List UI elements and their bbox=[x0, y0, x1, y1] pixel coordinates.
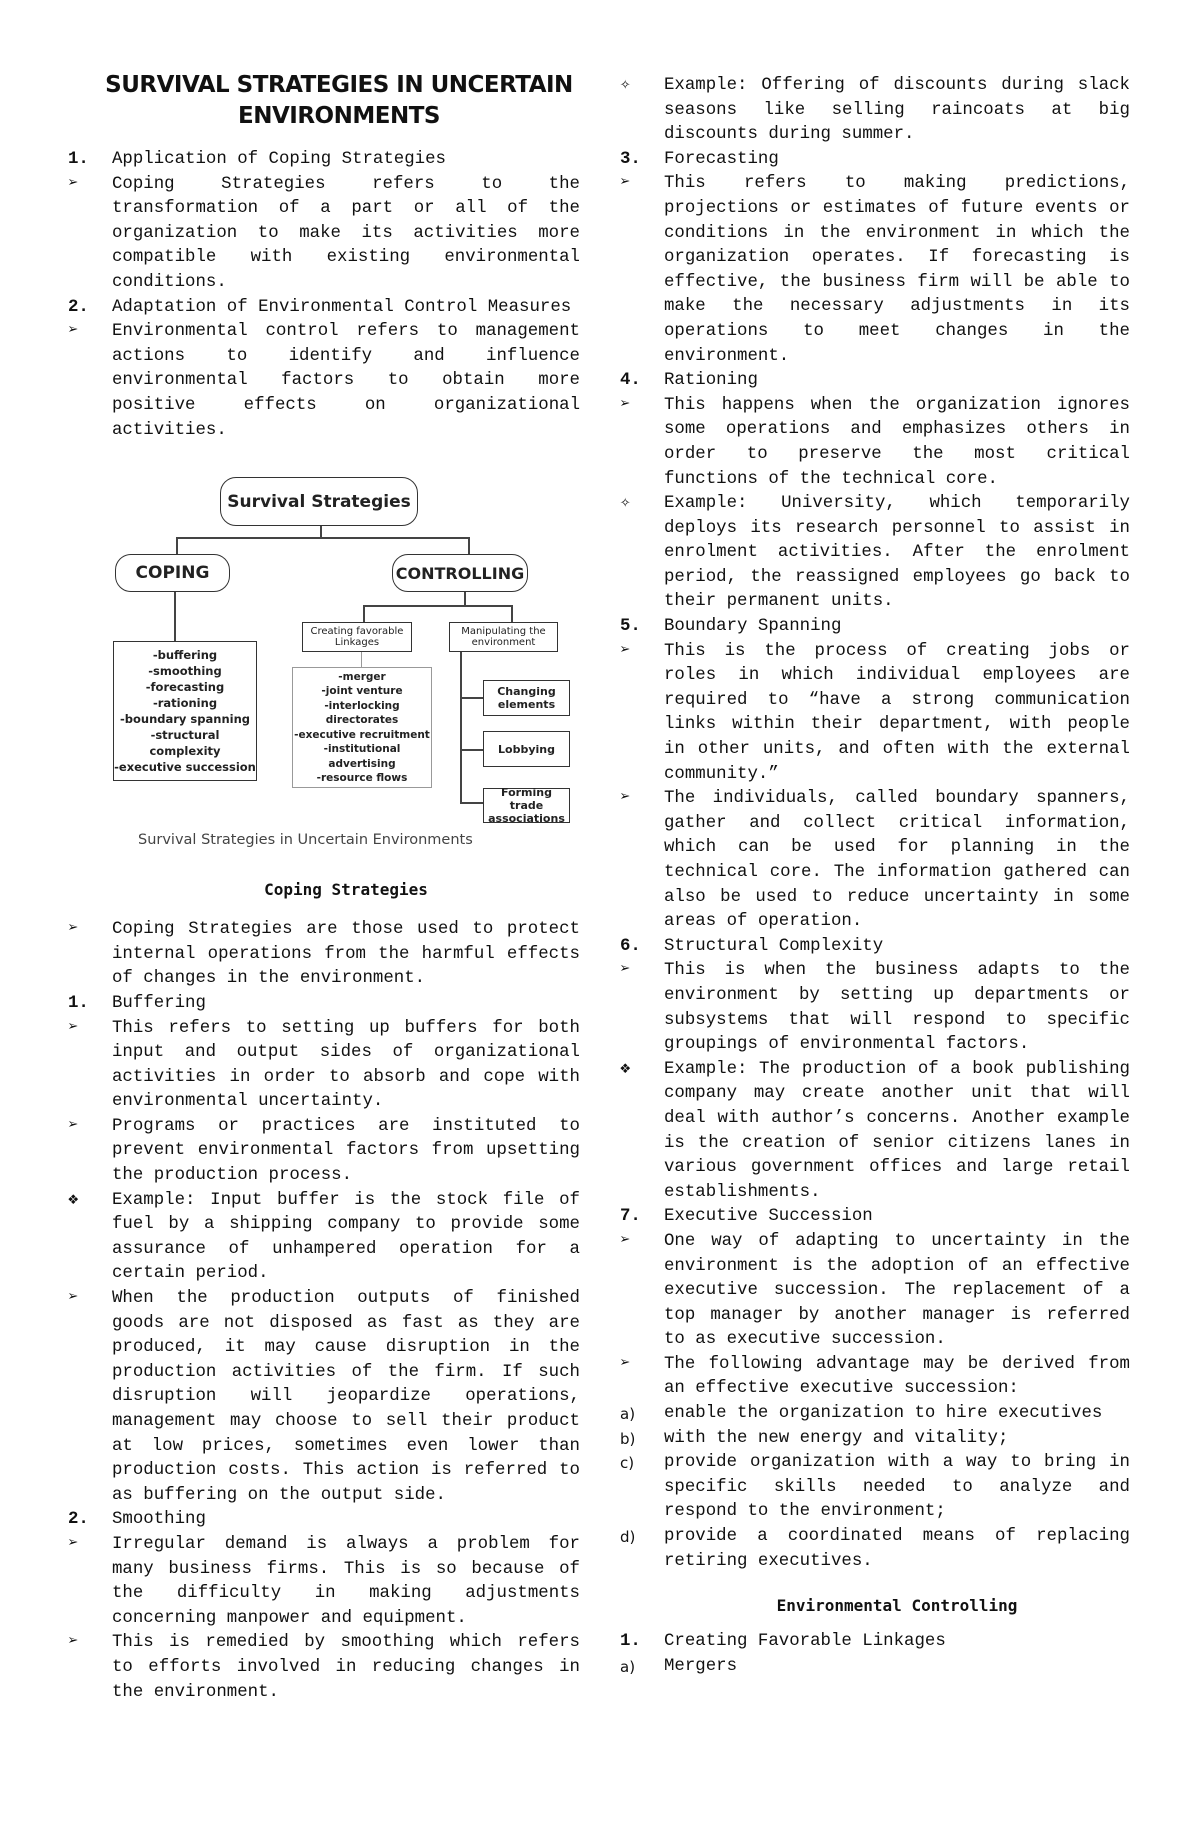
list-marker: ➢ bbox=[620, 1354, 631, 1374]
list-item bbox=[620, 172, 1130, 369]
linkages-node: Creating favorable Linkages bbox=[302, 622, 412, 652]
list-text: Structural Complexity bbox=[664, 936, 884, 956]
list-marker: 1. bbox=[68, 993, 89, 1013]
list-text: provide organization with a way to bring in specific skills needed to analyze and respond to the environment; bbox=[664, 1453, 1130, 1522]
diagram-list-entry: -joint venture bbox=[321, 685, 403, 698]
linkages-list-box bbox=[292, 667, 432, 788]
list-text: Programs or practices are instituted to prevent environmental factors from upsetting the production process. bbox=[112, 1116, 580, 1186]
list-item bbox=[68, 1017, 580, 1115]
diagram-list-entry: -structural complexity bbox=[149, 728, 221, 759]
list-marker: ❖ bbox=[68, 1190, 79, 1210]
list-marker: a) bbox=[620, 1657, 636, 1676]
diagram-list-entry: -rationing bbox=[152, 696, 218, 711]
list-text: The following advantage may be derived from an effective executive succession: bbox=[664, 1354, 1130, 1399]
list-item bbox=[620, 369, 1130, 394]
list-marker: 6. bbox=[620, 936, 641, 956]
intro-list bbox=[68, 148, 580, 443]
list-marker: c) bbox=[620, 1454, 635, 1473]
list-item bbox=[620, 1451, 1130, 1525]
coping-node: COPING bbox=[115, 554, 230, 592]
list-marker: ➢ bbox=[68, 322, 79, 342]
list-marker: 7. bbox=[620, 1207, 641, 1227]
list-item bbox=[620, 74, 1130, 148]
list-marker: ➢ bbox=[620, 174, 631, 194]
list-marker: ➢ bbox=[620, 1231, 631, 1251]
list-text: Example: Input buffer is the stock file of fuel by a shipping company to provide some assurance of unhampered operation for a certain period. bbox=[112, 1190, 580, 1284]
list-item bbox=[68, 1508, 580, 1533]
list-marker: 1. bbox=[620, 1632, 641, 1652]
list-text: This is when the business adapts to the environment by setting up departments or subsystems that will respond to specific groupings of environmental factors. bbox=[664, 961, 1130, 1055]
list-text: Forecasting bbox=[664, 149, 779, 169]
right-list bbox=[620, 74, 1130, 1574]
connector bbox=[460, 802, 483, 804]
connector bbox=[468, 537, 470, 554]
list-marker: b) bbox=[620, 1429, 636, 1448]
lobbying-node: Lobbying bbox=[483, 731, 570, 767]
list-item bbox=[620, 1525, 1130, 1574]
list-item bbox=[68, 1189, 580, 1287]
coping-list bbox=[68, 918, 580, 1705]
list-marker: ➢ bbox=[68, 1289, 79, 1309]
diagram-list-entry: -smoothing bbox=[148, 664, 222, 679]
list-text: This happens when the organization ignores some operations and emphasizes others in order to preserve the most critical functions of the technical core. bbox=[664, 395, 1130, 489]
list-text: Example: Offering of discounts during slack seasons like selling raincoats at big discounts during summer. bbox=[664, 76, 1130, 145]
list-text: This refers to setting up buffers for both input and output sides of organizational activities in order to absorb and cope with environmental uncertainty. bbox=[112, 1018, 580, 1112]
list-item bbox=[620, 1353, 1130, 1402]
list-text: When the production outputs of finished goods are not disposed as fast as they are produced, it may cause disruption in the production activities of the firm. If such disruption will jeopardize operations, management may choose to sell their product at low prices, sometimes even lower than production costs. This action is referred to as buffering on the output side. bbox=[112, 1289, 580, 1505]
list-item bbox=[68, 1115, 580, 1189]
controlling-node: CONTROLLING bbox=[392, 554, 528, 592]
survival-strategies-diagram bbox=[100, 469, 580, 854]
list-text: This is remedied by smoothing which refers to efforts involved in reducing changes in the environment. bbox=[112, 1633, 580, 1702]
list-text: Example: The production of a book publishing company may create another unit that will deal with author’s concerns. Another example is the creation of senior citizens lanes in various government offices and large retail establishments. bbox=[664, 1059, 1130, 1202]
diagram-list-entry: -executive recruitment bbox=[294, 728, 430, 741]
list-item bbox=[68, 1631, 580, 1705]
list-marker: a) bbox=[620, 1405, 636, 1424]
right-column bbox=[620, 74, 1130, 1679]
list-text: Coping Strategies are those used to protect internal operations from the harmful effects of changes in the environment. bbox=[112, 920, 580, 989]
list-item bbox=[620, 615, 1130, 640]
list-text: Example: University, which temporarily deploys its research personnel to assist in enrolment activities. After the enrolment period, the reassigned employees go back to their permanent units. bbox=[664, 494, 1130, 612]
connector bbox=[460, 652, 462, 802]
list-marker: ❖ bbox=[620, 1059, 631, 1079]
diagram-list-entry: -executive succession bbox=[114, 760, 256, 775]
list-item bbox=[620, 1230, 1130, 1353]
list-item bbox=[620, 148, 1130, 173]
diagram-caption: Survival Strategies in Uncertain Environments bbox=[138, 832, 473, 849]
list-item bbox=[620, 935, 1130, 960]
list-text: with the new energy and vitality; bbox=[664, 1428, 1009, 1448]
list-marker: ➢ bbox=[620, 789, 631, 809]
list-item bbox=[68, 992, 580, 1017]
list-text: Application of Coping Strategies bbox=[112, 150, 446, 169]
list-item bbox=[620, 394, 1130, 492]
list-item bbox=[620, 959, 1130, 1057]
controlling-list bbox=[620, 1630, 1130, 1679]
list-marker: d) bbox=[620, 1528, 636, 1547]
list-marker: 5. bbox=[620, 617, 641, 637]
diagram-list-entry: -buffering bbox=[152, 648, 218, 663]
list-text: This is the process of creating jobs or roles in which individual employees are required to “have a strong communication links within their department, with people in other units, and often with the external community.” bbox=[664, 641, 1130, 784]
list-text: provide a coordinated means of replacing retiring executives. bbox=[664, 1527, 1130, 1571]
list-text: Environmental control refers to management actions to identify and influence environmental factors to obtain more positive effects on organizational activities. bbox=[112, 322, 580, 440]
list-marker: ➢ bbox=[68, 174, 79, 194]
list-text: Mergers bbox=[664, 1656, 738, 1676]
connector bbox=[176, 537, 178, 554]
connector bbox=[363, 605, 365, 622]
connector bbox=[176, 537, 469, 539]
title-line: ENVIRONMENTS bbox=[238, 103, 440, 129]
list-item bbox=[620, 787, 1130, 935]
list-marker: ➢ bbox=[620, 395, 631, 415]
list-text: Adaptation of Environmental Control Measures bbox=[112, 297, 572, 317]
list-item bbox=[620, 1205, 1130, 1230]
list-text: enable the organization to hire executives bbox=[664, 1404, 1103, 1424]
connector bbox=[460, 749, 483, 751]
list-text: Coping Strategies refers to the transformation of a part or all of the organization to make its activities more compatible with existing environmental conditions. bbox=[112, 174, 580, 292]
list-text: The individuals, called boundary spanners, gather and collect critical information, which can be used for planning in the technical core. The information gathered can also be used to reduce uncertainty in some areas of operation. bbox=[664, 789, 1130, 932]
list-marker: 2. bbox=[68, 297, 89, 317]
list-text: Executive Succession bbox=[664, 1207, 873, 1227]
list-marker: ➢ bbox=[68, 1633, 79, 1653]
diagram-list-entry: -resource flows bbox=[316, 772, 408, 785]
list-item bbox=[620, 1402, 1130, 1427]
diagram-list-entry: -merger bbox=[338, 670, 386, 683]
list-text: Smoothing bbox=[112, 1510, 206, 1530]
list-text: Rationing bbox=[664, 371, 758, 391]
list-marker: ➢ bbox=[68, 1116, 79, 1136]
forming-trade-associations-node: Forming trade associations bbox=[483, 788, 570, 823]
coping-strategies-heading: Coping Strategies bbox=[264, 880, 428, 900]
connector bbox=[460, 697, 483, 699]
coping-list-box bbox=[113, 641, 257, 781]
connector bbox=[361, 652, 362, 667]
list-item bbox=[68, 1533, 580, 1631]
list-marker: 1. bbox=[68, 150, 89, 169]
list-text: This refers to making predictions, projections or estimates of future events or conditions in the environment in which the organization operates. If forecasting is effective, the business firm will be able to make the necessary adjustments in its operations to meet changes in the environment. bbox=[664, 174, 1130, 366]
list-marker: 3. bbox=[620, 149, 641, 169]
connector bbox=[174, 592, 176, 641]
list-item bbox=[620, 640, 1130, 788]
changing-elements-node: Changing elements bbox=[483, 680, 570, 716]
list-text: Boundary Spanning bbox=[664, 617, 842, 637]
diagram-list-entry: -interlocking bbox=[324, 699, 400, 712]
environmental-controlling-heading: Environmental Controlling bbox=[776, 1596, 1018, 1616]
list-item bbox=[68, 148, 580, 173]
diagram-list-entry: -boundary spanning bbox=[119, 712, 250, 727]
list-item bbox=[68, 296, 580, 321]
list-marker: ✧ bbox=[620, 76, 631, 95]
list-item bbox=[620, 1058, 1130, 1206]
left-column bbox=[68, 70, 580, 1705]
list-item bbox=[620, 1630, 1130, 1655]
list-marker: ➢ bbox=[68, 920, 79, 940]
diagram-list-entry: directorates bbox=[325, 714, 399, 727]
list-item bbox=[620, 1427, 1130, 1452]
connector bbox=[363, 605, 512, 607]
list-text: Buffering bbox=[112, 993, 206, 1013]
title-line: SURVIVAL STRATEGIES IN UNCERTAIN bbox=[105, 72, 573, 98]
diagram-list-entry: -institutional advertising bbox=[323, 743, 401, 770]
list-item bbox=[68, 173, 580, 296]
list-item bbox=[68, 320, 580, 443]
list-item bbox=[620, 492, 1130, 615]
list-marker: ➢ bbox=[620, 641, 631, 661]
list-item bbox=[620, 1655, 1130, 1680]
diagram-list-entry: -forecasting bbox=[145, 680, 225, 695]
list-marker: ➢ bbox=[68, 1018, 79, 1038]
list-marker: ➢ bbox=[68, 1534, 79, 1554]
list-marker: 2. bbox=[68, 1510, 89, 1530]
connector bbox=[464, 592, 466, 606]
list-marker: ➢ bbox=[620, 961, 631, 981]
list-marker: ✧ bbox=[620, 494, 631, 514]
connector bbox=[511, 605, 513, 622]
list-text: Creating Favorable Linkages bbox=[664, 1632, 946, 1652]
list-marker: 4. bbox=[620, 371, 641, 391]
list-item bbox=[68, 1287, 580, 1508]
page-title bbox=[98, 70, 580, 132]
manipulating-node: Manipulating the environment bbox=[449, 622, 558, 652]
list-text: One way of adapting to uncertainty in the environment is the adoption of an effective executive succession. The replacement of a top manager by another manager is referred to as executive succession. bbox=[664, 1231, 1130, 1350]
list-text: Irregular demand is always a problem for many business firms. This is so because of the difficulty in making adjustments concerning manpower and equipment. bbox=[112, 1534, 580, 1628]
root-node: Survival Strategies bbox=[220, 477, 418, 526]
list-item bbox=[68, 918, 580, 992]
